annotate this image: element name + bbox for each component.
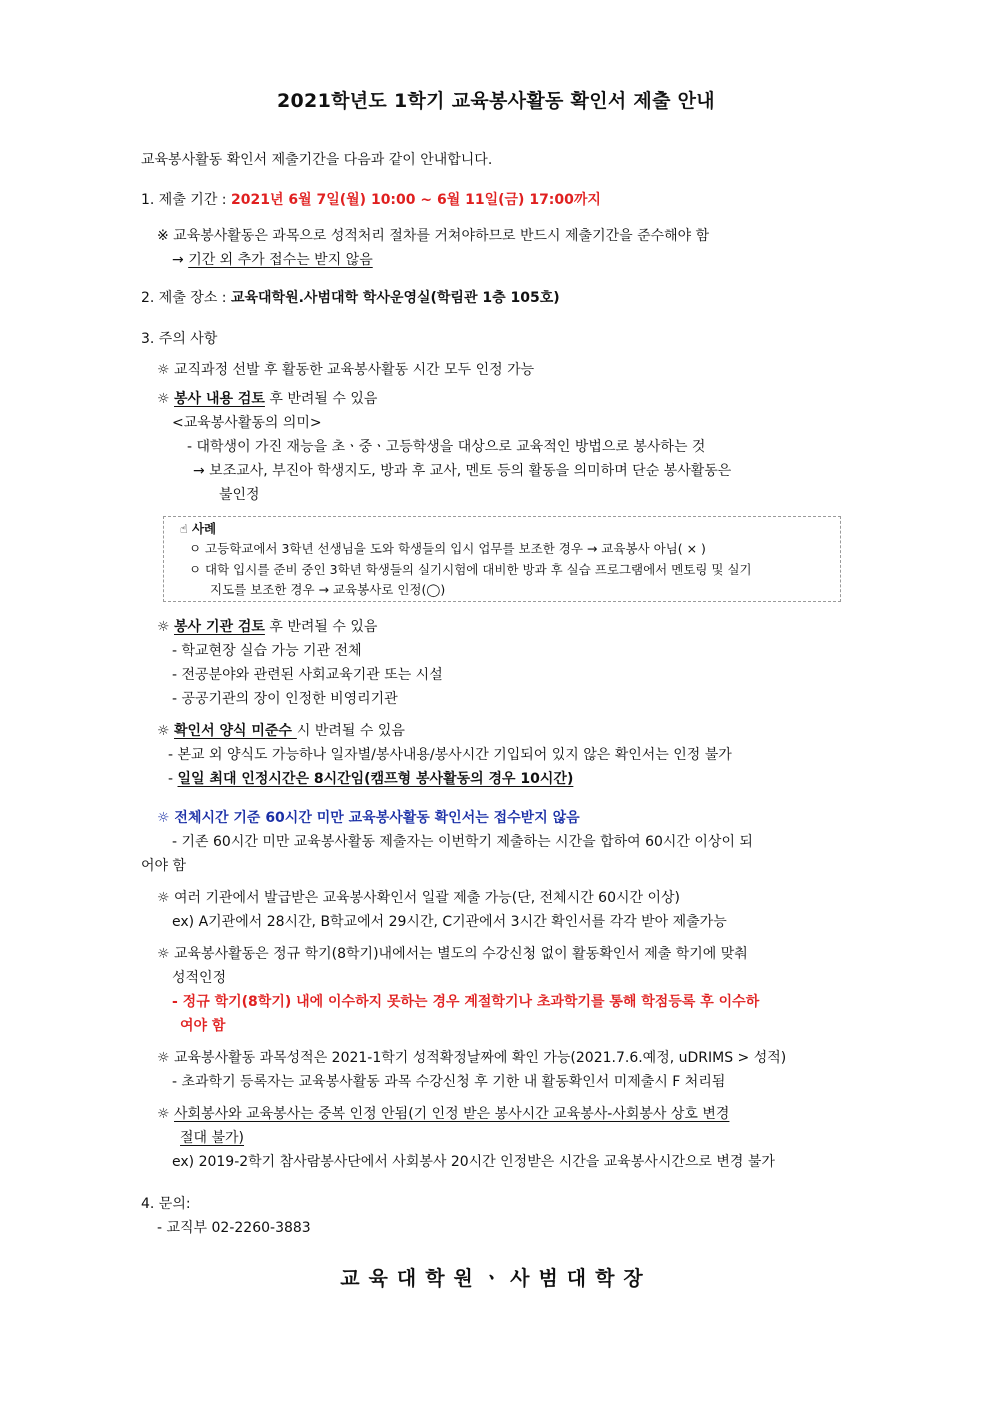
institution-2: - 전공분야와 관련된 사회교육기관 또는 시설 — [172, 667, 443, 683]
form-note-1: - 본교 외 양식도 가능하나 일자별/봉사내용/봉사시간 기입되어 있지 않은 확인서는 인정 불가 — [168, 747, 732, 763]
period-value: 2021년 6월 7일(월) 10:00 ~ 6월 11일(금) 17:00까지 — [230, 192, 601, 208]
caution-3: ☼ 봉사 기관 검토 후 반려될 수 있음 — [157, 619, 378, 635]
caution-5-detail-1: - 기존 60시간 미만 교육봉사활동 제출자는 이번학기 제출하는 시간을 합하여 60시간 이상이 되 — [172, 834, 753, 850]
sun-icon: ☼ — [157, 723, 175, 739]
caution-2: ☼ 봉사 내용 검토 후 반려될 수 있음 — [157, 391, 378, 407]
sun-icon: ☼ — [157, 1106, 175, 1122]
example-2-cont: 지도를 보조한 경우 → 교육봉사로 인정(◯) — [210, 582, 446, 597]
meaning-line-1: - 대학생이 가진 재능을 초ㆍ중ㆍ고등학생을 대상으로 교육적인 방법으로 봉사하는 것 — [187, 439, 706, 455]
caution-9 — [157, 1104, 729, 1124]
meaning-line-3: 불인정 — [219, 487, 260, 503]
meaning-line-2: → 보조교사, 부진아 학생지도, 방과 후 교사, 멘토 등의 활동을 의미하며 단순 봉사활동은 — [193, 463, 732, 479]
duplicate-recognition: 사회봉사와 교육봉사는 중복 인정 안됨(기 인정 받은 봉사시간 교육봉사-사회봉사 상호 변경 — [174, 1106, 730, 1122]
section-inquiry: 4. 문의: — [141, 1196, 191, 1212]
place-label: 2. 제출 장소 : — [141, 290, 231, 306]
caution-9-cont: 절대 불가) — [180, 1130, 245, 1146]
institution-3: - 공공기관의 장이 인정한 비영리기관 — [172, 691, 398, 707]
caution-8-detail: - 초과학기 등록자는 교육봉사활동 과목 수강신청 후 기한 내 활동확인서 미제출시 F 처리됨 — [172, 1074, 726, 1090]
caution-5: ☼ 전체시간 기준 60시간 미만 교육봉사활동 확인서는 접수받지 않음 — [157, 810, 580, 826]
contact-phone: - 교직부 02-2260-3883 — [157, 1220, 311, 1236]
period-arrow-note — [172, 250, 373, 270]
issuer-signature: 교육대학원ㆍ사범대학장 — [340, 1266, 652, 1290]
section-place — [141, 288, 560, 308]
content-review: 봉사 내용 검토 — [174, 391, 265, 407]
arrow-icon: → — [172, 252, 189, 268]
place-value: 교육대학원.사범대학 학사운영실(학림관 1층 105호) — [230, 290, 560, 306]
section-period — [141, 190, 601, 210]
example-heading: ☝ 사례 — [180, 521, 217, 536]
caution-6: ☼ 여러 기관에서 발급받은 교육봉사확인서 일괄 제출 가능(단, 전체시간 60시간 이상) — [157, 890, 681, 906]
section-cautions-heading: 3. 주의 사항 — [141, 331, 218, 347]
late-submission-note: 기간 외 추가 접수는 받지 않음 — [188, 252, 373, 268]
caution-1: ☼ 교직과정 선발 후 활동한 교육봉사활동 시간 모두 인정 가능 — [157, 362, 535, 378]
daily-max-hours: 일일 최대 인정시간은 8시간임(캠프형 봉사활동의 경우 10시간) — [177, 771, 574, 787]
caution-5-detail-2: 어야 함 — [141, 858, 187, 874]
meaning-heading: <교육봉사활동의 의미> — [172, 415, 322, 431]
period-label: 1. 제출 기간 : — [141, 192, 231, 208]
caution-4: ☼ 확인서 양식 미준수 시 반려될 수 있음 — [157, 723, 405, 739]
caution-6-example: ex) A기관에서 28시간, B학교에서 29시간, C기관에서 3시간 확인서를 각각 받아 제출가능 — [172, 914, 727, 930]
institution-1: - 학교현장 실습 가능 기관 전체 — [172, 643, 362, 659]
caution-7-red-1: - 정규 학기(8학기) 내에 이수하지 못하는 경우 계절학기나 초과학기를 통해 학점등록 후 이수하 — [172, 994, 760, 1010]
caution-8: ☼ 교육봉사활동 과목성적은 2021-1학기 성적확정날짜에 확인 가능(2021.7.6.예정, uDRIMS > 성적) — [157, 1050, 787, 1066]
sun-icon: ☼ — [157, 391, 175, 407]
intro-text: 교육봉사활동 확인서 제출기간을 다음과 같이 안내합니다. — [141, 152, 493, 168]
document-title: 2021학년도 1학기 교육봉사활동 확인서 제출 안내 — [277, 90, 715, 112]
caution-7-cont: 성적인정 — [172, 970, 227, 986]
form-noncompliance: 확인서 양식 미준수 — [174, 723, 297, 739]
example-2: ㅇ 대학 입시를 준비 중인 3학년 학생들의 실기시험에 대비한 방과 후 실습 프로그램에서 멘토링 및 실기 — [189, 562, 752, 577]
form-note-2: - 일일 최대 인정시간은 8시간임(캠프형 봉사활동의 경우 10시간) — [168, 771, 574, 787]
caution-7-red-2: 여야 함 — [180, 1018, 226, 1034]
institution-review: 봉사 기관 검토 — [174, 619, 265, 635]
example-1: ㅇ 고등학교에서 3학년 선생님을 도와 학생들의 입시 업무를 보조한 경우 → 교육봉사 아님( × ) — [189, 541, 706, 556]
period-note: ※ 교육봉사활동은 과목으로 성적처리 절차를 거쳐야하므로 반드시 제출기간을 준수해야 함 — [157, 228, 710, 244]
sun-icon: ☼ — [157, 619, 175, 635]
caution-7: ☼ 교육봉사활동은 정규 학기(8학기)내에서는 별도의 수강신청 없이 활동확인서 제출 학기에 맞춰 — [157, 946, 748, 962]
caution-9-example: ex) 2019-2학기 참사람봉사단에서 사회봉사 20시간 인정받은 시간을 교육봉사시간으로 변경 불가 — [172, 1154, 775, 1170]
